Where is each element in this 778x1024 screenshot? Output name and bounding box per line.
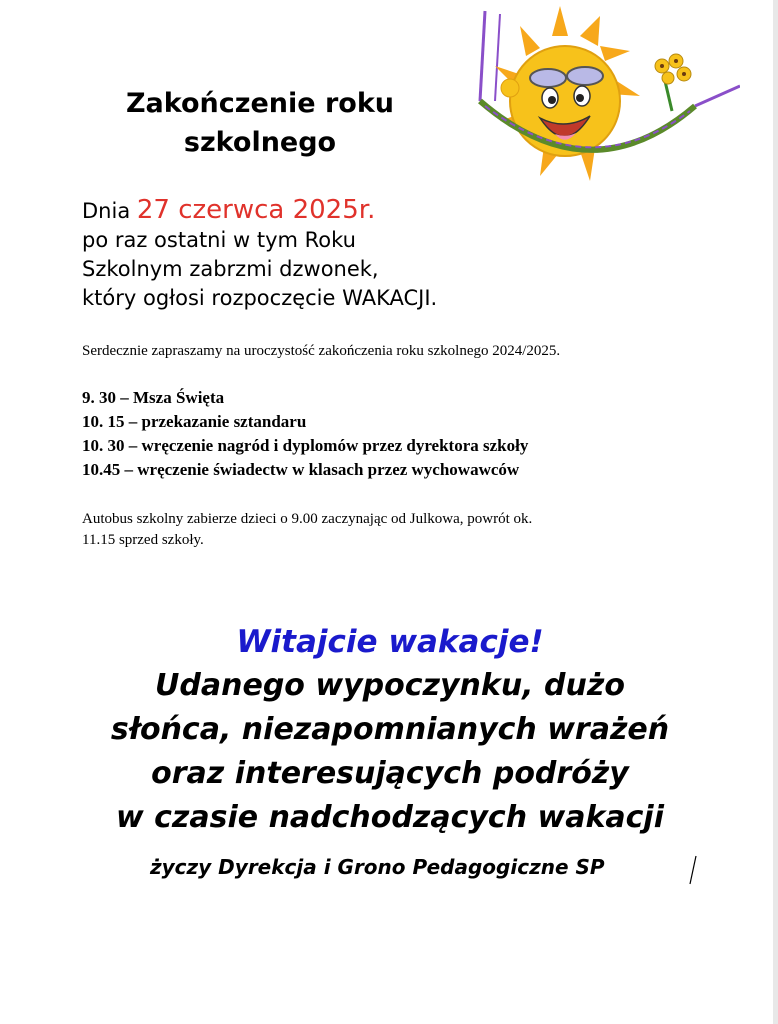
flower-bouquet-icon — [655, 54, 691, 111]
signature: życzy Dyrekcja i Grono Pedagogiczne SP — [150, 855, 605, 879]
schedule-item: 10.45 – wręczenie świadectw w klasach przez wychowawców — [82, 460, 520, 479]
event-schedule — [82, 386, 722, 482]
intro-line-4: który ogłosi rozpoczęcie WAKACJI. — [82, 286, 438, 310]
event-date: 27 czerwca 2025r. — [136, 195, 376, 225]
schedule-item: 10. 30 – wręczenie nagród i dyplomów przez dyrektora szkoły — [82, 436, 529, 455]
wishes-line-4: w czasie nadchodzących wakacji — [115, 800, 664, 835]
wishes-line-3: oraz interesujących podróży — [151, 756, 629, 791]
bus-info — [82, 509, 688, 551]
page-edge — [773, 0, 778, 1024]
bus-info-line-1: Autobus szkolny zabierze dzieci o 9.00 zaczynając od Julkowa, powrót ok. — [82, 511, 533, 527]
wishes-line-1: Udanego wypoczynku, dużo — [155, 668, 625, 703]
holiday-wishes — [40, 620, 740, 840]
intro-line-3: Szkolnym zabrzmi dzwonek, — [82, 257, 379, 281]
wishes-line-2: słońca, niezapomnianych wrażeń — [110, 712, 670, 747]
text-cursor-icon — [688, 855, 698, 885]
sun-in-hammock-illustration — [440, 6, 740, 206]
schedule-item: 10. 15 – przekazanie sztandaru — [82, 412, 307, 431]
page-title — [80, 84, 440, 162]
hammock-rope-left-2 — [495, 14, 500, 101]
title-line-1: Zakończenie roku — [125, 88, 395, 119]
hammock-rope-right — [695, 86, 740, 106]
intro-line-2: po raz ostatni w tym Roku — [82, 228, 356, 252]
title-line-2: szkolnego — [183, 127, 337, 158]
hammock-rope-left — [480, 11, 485, 101]
wishes-headline: Witajcie wakacje! — [236, 624, 544, 660]
intro-paragraph — [82, 196, 602, 313]
sun-hand — [501, 79, 519, 97]
bus-info-line-2: 11.15 sprzed szkoły. — [82, 532, 204, 548]
invitation-text: Serdecznie zapraszamy na uroczystość zakończenia roku szkolnego 2024/2025. — [82, 343, 561, 359]
intro-line-1 — [82, 196, 602, 226]
intro-prefix: Dnia — [82, 199, 137, 223]
schedule-item: 9. 30 – Msza Święta — [82, 388, 225, 407]
